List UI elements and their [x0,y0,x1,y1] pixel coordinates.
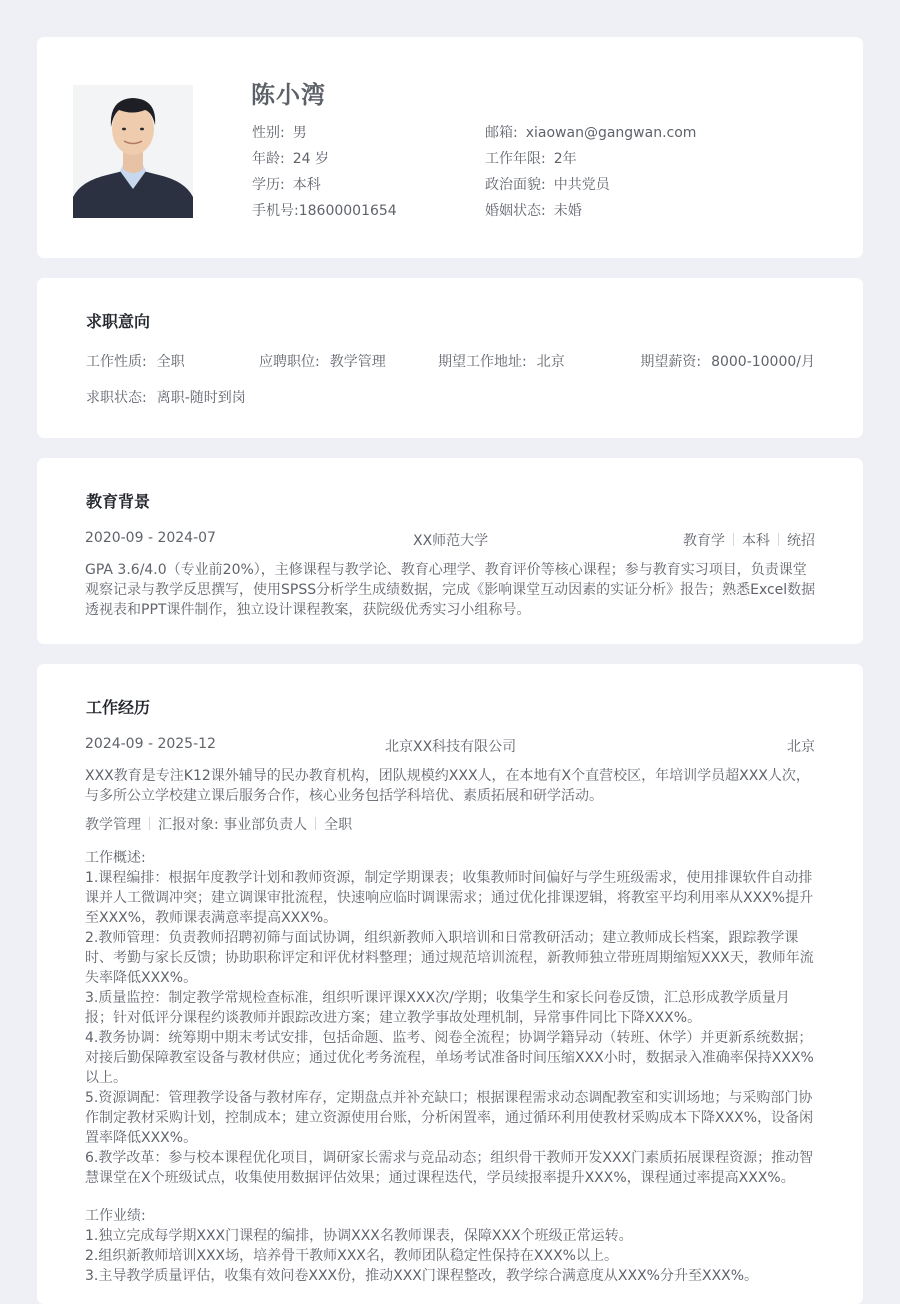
location-field: 期望工作地址: 北京 [438,354,565,370]
candidate-name: 陈小湾 [251,81,326,109]
text-line: 对接后勤保障教室设备与教材供应；通过优化考务流程，单场考试准备时间压缩XXX小时，数据录入准确率保持XXX% [85,1050,814,1066]
position-field: 应聘职位: 教学管理 [259,354,386,370]
text-line: 2.组织新教师培训XXX场，培养骨干教师XXX名，教师团队稳定性保持在XXX%以上。 [85,1248,618,1264]
email-field: 邮箱: xiaowan@gangwan.com [485,125,697,141]
text-line: 置率降低XXX%。 [85,1130,198,1146]
employment-type-tag: 全职 [324,817,353,833]
text-line: 2.教师管理：负责教师招聘初筛与面试协调，组织新教师入职培训和日常教研活动；建立教师成长档案，跟踪教学课 [85,930,799,946]
enrollment-tag: 统招 [787,533,815,549]
text-line: 1.课程编排：根据年度教学计划和教师资源，制定学期课表；收集教师时间偏好与学生班级需求，使用排课软件自动排 [85,870,813,886]
divider [733,533,734,546]
text-line: 5.资源调配：管理教学设备与教材库存，定期盘点并补充缺口；根据课程需求动态调配教室和实训场地；与采购部门协 [85,1090,813,1106]
degree-tag: 本科 [742,533,770,549]
phone-field: 手机号:18600001654 [252,203,397,219]
text-line: 6.教学改革：参与校本课程优化项目，调研家长需求与竞品动态；组织骨干教师开发XXX门素质拓展课程资源；推动智 [85,1150,814,1166]
text-line: 以上。 [85,1070,127,1086]
text-line: 至XXX%，教师课表满意率提高XXX%。 [85,910,338,926]
section-title-intention: 求职意向 [86,312,151,331]
profile-photo [73,85,193,218]
text-line: 工作概述: [85,850,146,866]
divider [149,817,150,830]
text-line: 时、考勤与家长反馈；协助职称评定和评优材料整理；通过规范培训流程，新教师独立带班周期缩短XXX天，教师年流 [85,950,814,966]
section-title-work: 工作经历 [86,698,151,717]
work-period: 2024-09 - 2025-12 [85,736,216,752]
text-line: 3.质量监控：制定教学常规检查标准，组织听课评课XXX次/学期；收集学生和家长问卷反馈，汇总形成教学质量月 [85,990,790,1006]
work-overview [85,848,817,1188]
job-intention-card [37,278,863,438]
school-name: XX师范大学 [413,533,489,549]
age-field: 年龄: 24 岁 [252,151,329,167]
text-line: 失率降低XXX%。 [85,970,198,986]
job-status-field: 求职状态: 离职-随时到岗 [86,390,246,406]
company-intro [85,766,817,806]
text-line: 工作业绩: [85,1208,146,1224]
marital-status-field: 婚姻状态: 未婚 [485,203,582,219]
divider [778,533,779,546]
profile-card [37,37,863,258]
text-line: 报；针对低评分课程约谈教师并跟踪改进方案；建立教学事故处理机制，异常事件同比下降XXX%。 [85,1010,702,1026]
text-line: 1.独立完成每学期XXX门课程的编排，协调XXX名教师课表，保障XXX个班级正常运转。 [85,1228,633,1244]
text-line: 作制定教材采购计划，控制成本；建立资源使用台账，分析闲置率，通过循环利用使教材采购成本下降XXX%，设备闲 [85,1110,814,1126]
text-line: 与多所公立学校建立课后服务合作，核心业务包括学科培优、素质拓展和研学活动。 [85,788,603,804]
education-period: 2020-09 - 2024-07 [85,530,216,546]
work-experience-card [37,664,863,1304]
text-line: 课并人工微调冲突；建立调课审批流程，快速响应临时调课需求；通过优化排课逻辑，将教室平均利用率从XXX%提升 [85,890,814,906]
divider [315,817,316,830]
gender-field: 性别: 男 [252,125,307,141]
work-city: 北京 [787,739,815,755]
report-to-tag: 汇报对象: 事业部负责人 [158,817,308,833]
work-achievements [85,1206,817,1286]
work-years-field: 工作年限: 2年 [485,151,577,167]
text-line: 慧课堂在X个班级试点，收集使用数据评估效果；通过课程迭代，学员续报率提升XXX%，课程通过率提高XXX%。 [85,1170,795,1186]
major-tag: 教育学 [683,533,725,549]
text-line: 4.教务协调：统筹期中期末考试安排，包括命题、监考、阅卷全流程；协调学籍异动（转班、休学）并更新系统数据； [85,1030,813,1046]
salary-field: 期望薪资: 8000-10000/月 [640,354,815,370]
education-tags [683,530,815,550]
work-tags [85,814,352,834]
company-name: 北京XX科技有限公司 [385,739,517,755]
text-line: 观察记录与教学反思撰写，使用SPSS分析学生成绩数据，完成《影响课堂互动因素的实证分析》报告；熟悉Excel数据 [85,582,816,598]
education-card [37,458,863,644]
text-line: XXX教育是专注K12课外辅导的民办教育机构，团队规模约XXX人，在本地有X个直营校区，年培训学员超XXX人次， [85,768,810,784]
role-tag: 教学管理 [85,817,141,833]
job-type-field: 工作性质: 全职 [86,354,185,370]
text-line: 透视表和PPT课件制作，独立设计课程教案，获院级优秀实习小组称号。 [85,602,531,618]
degree-field: 学历: 本科 [252,177,321,193]
political-status-field: 政治面貌: 中共党员 [485,177,610,193]
text-line: 3.主导教学质量评估，收集有效问卷XXX份，推动XXX门课程整改，教学综合满意度从XXX%分升至XXX%。 [85,1268,759,1284]
education-description [85,560,817,620]
text-line: GPA 3.6/4.0（专业前20%），主修课程与教学论、教育心理学、教育评价等核心课程；参与教育实习项目，负责课堂 [85,562,807,578]
section-title-education: 教育背景 [86,492,151,511]
